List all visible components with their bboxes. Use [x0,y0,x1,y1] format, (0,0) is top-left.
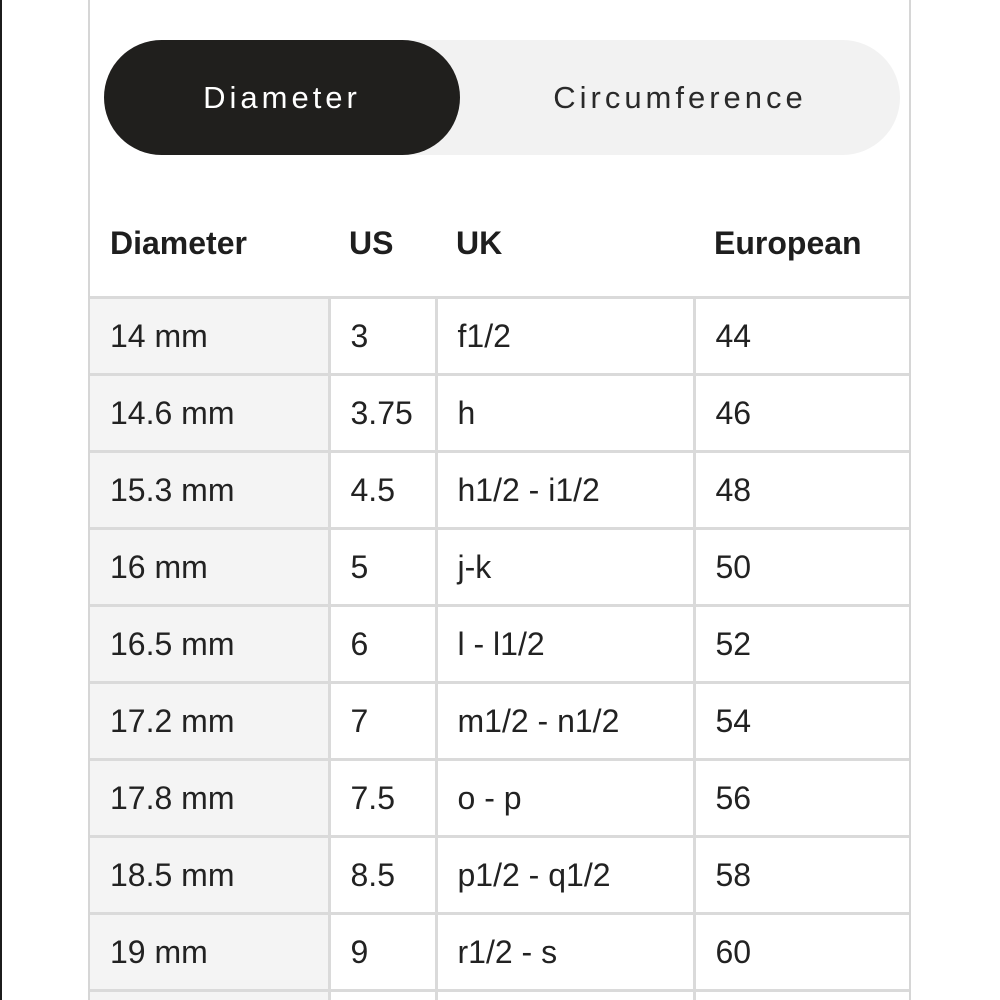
uk-size-cell: f1/2 [436,298,694,375]
european-size-cell: 56 [694,760,911,837]
header-diameter: Diameter [90,190,329,298]
us-size-cell: 8.5 [329,837,436,914]
table-row [90,298,911,375]
european-size-cell [694,991,911,1000]
us-size-cell: 5 [329,529,436,606]
us-size-cell: 6 [329,606,436,683]
table-row [90,452,911,529]
table-row [90,375,911,452]
european-size-cell: 58 [694,837,911,914]
table-row [90,914,911,991]
us-size-cell: 9 [329,914,436,991]
european-size-cell: 60 [694,914,911,991]
uk-size-cell: l - l1/2 [436,606,694,683]
european-size-cell: 46 [694,375,911,452]
european-size-cell: 54 [694,683,911,760]
diameter-cell: 16.5 mm [90,606,329,683]
diameter-cell: 17.8 mm [90,760,329,837]
uk-size-cell: h1/2 - i1/2 [436,452,694,529]
uk-size-cell: j-k [436,529,694,606]
european-size-cell: 48 [694,452,911,529]
header-us: US [329,190,436,298]
uk-size-cell: h [436,375,694,452]
uk-size-cell: r1/2 - s [436,914,694,991]
us-size-cell: 3 [329,298,436,375]
table-row [90,529,911,606]
table-row [90,606,911,683]
european-size-cell: 52 [694,606,911,683]
header-european: European [694,190,911,298]
diameter-cell: 15.3 mm [90,452,329,529]
table-row [90,837,911,914]
diameter-cell: 19 mm [90,914,329,991]
us-size-cell: 3.75 [329,375,436,452]
diameter-tab[interactable]: Diameter [104,40,460,155]
ring-size-table [90,190,911,1000]
window-edge [0,0,2,1000]
diameter-cell: 14 mm [90,298,329,375]
table-row [90,991,911,1000]
european-size-cell: 44 [694,298,911,375]
us-size-cell: 7.5 [329,760,436,837]
us-size-cell [329,991,436,1000]
us-size-cell: 4.5 [329,452,436,529]
circumference-tab[interactable]: Circumference [553,79,807,115]
table-row [90,760,911,837]
ring-size-panel [88,0,911,1000]
unit-toggle [104,40,900,155]
diameter-cell: 16 mm [90,529,329,606]
us-size-cell: 7 [329,683,436,760]
table-row [90,683,911,760]
uk-size-cell: o - p [436,760,694,837]
diameter-cell: 17.2 mm [90,683,329,760]
diameter-cell: 14.6 mm [90,375,329,452]
diameter-cell: 18.5 mm [90,837,329,914]
european-size-cell: 50 [694,529,911,606]
table-header-row [90,190,911,298]
table-body [90,298,911,1000]
uk-size-cell: p1/2 - q1/2 [436,837,694,914]
uk-size-cell [436,991,694,1000]
uk-size-cell: m1/2 - n1/2 [436,683,694,760]
diameter-cell [90,991,329,1000]
header-uk: UK [436,190,694,298]
